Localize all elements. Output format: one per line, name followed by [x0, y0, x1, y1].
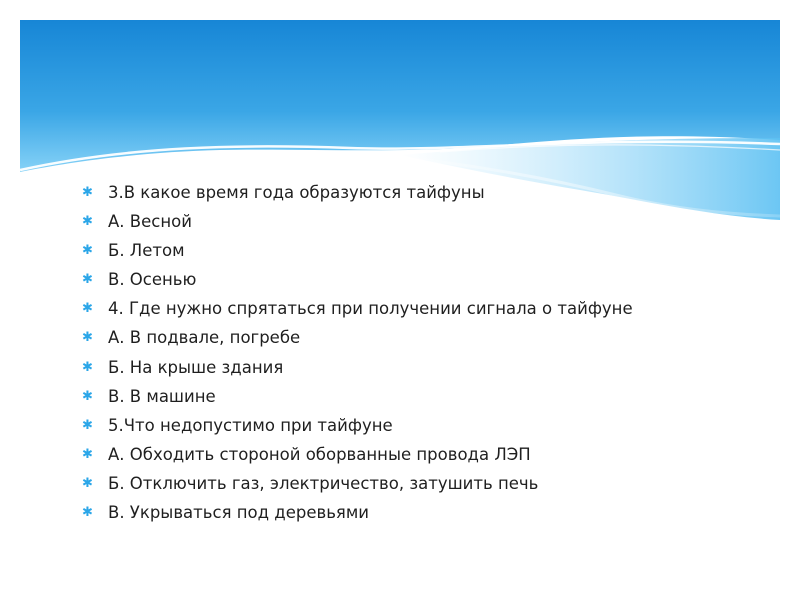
asterisk-bullet-icon: ✱ — [82, 214, 93, 230]
slide — [20, 20, 780, 580]
list-item — [82, 353, 633, 382]
list-item-text: А. Обходить стороной оборванные провода ЛЭП — [108, 444, 531, 464]
list-item — [82, 236, 633, 265]
list-item-text: Б. Летом — [108, 241, 185, 261]
list-item — [82, 469, 633, 498]
list-item — [82, 498, 633, 527]
list-item — [82, 265, 633, 294]
asterisk-bullet-icon: ✱ — [82, 388, 93, 404]
list-item-text: В. В машине — [108, 386, 216, 406]
asterisk-bullet-icon: ✱ — [82, 446, 93, 462]
asterisk-bullet-icon: ✱ — [82, 185, 93, 200]
list-item-text: В. Укрываться под деревьями — [108, 503, 370, 523]
list-item — [82, 294, 633, 323]
list-item-text: 5.Что недопустимо при тайфуне — [108, 415, 393, 435]
asterisk-bullet-icon: ✱ — [82, 330, 93, 346]
asterisk-bullet-icon: ✱ — [82, 243, 93, 259]
asterisk-bullet-icon: ✱ — [82, 475, 93, 491]
list-item — [82, 178, 633, 207]
list-item-text: Б. Отключить газ, электричество, затушить печь — [108, 473, 539, 493]
list-item — [82, 323, 633, 352]
list-item — [82, 207, 633, 236]
asterisk-bullet-icon: ✱ — [82, 417, 93, 433]
list-item-text: 3.В какое время года образуются тайфуны — [108, 183, 485, 202]
asterisk-bullet-icon: ✱ — [82, 272, 93, 288]
list-item — [82, 382, 633, 411]
asterisk-bullet-icon: ✱ — [82, 359, 93, 375]
list-item-text: А. В подвале, погребе — [108, 328, 301, 348]
list-item-text: В. Осенью — [108, 270, 197, 290]
list-item — [82, 411, 633, 440]
question-list — [82, 178, 633, 527]
asterisk-bullet-icon: ✱ — [82, 301, 93, 317]
list-item-text: А. Весной — [108, 212, 192, 232]
list-item — [82, 440, 633, 469]
list-item-text: Б. На крыше здания — [108, 357, 284, 377]
asterisk-bullet-icon: ✱ — [82, 505, 93, 521]
list-item-text: 4. Где нужно спрятаться при получении сигнала о тайфуне — [108, 299, 633, 319]
